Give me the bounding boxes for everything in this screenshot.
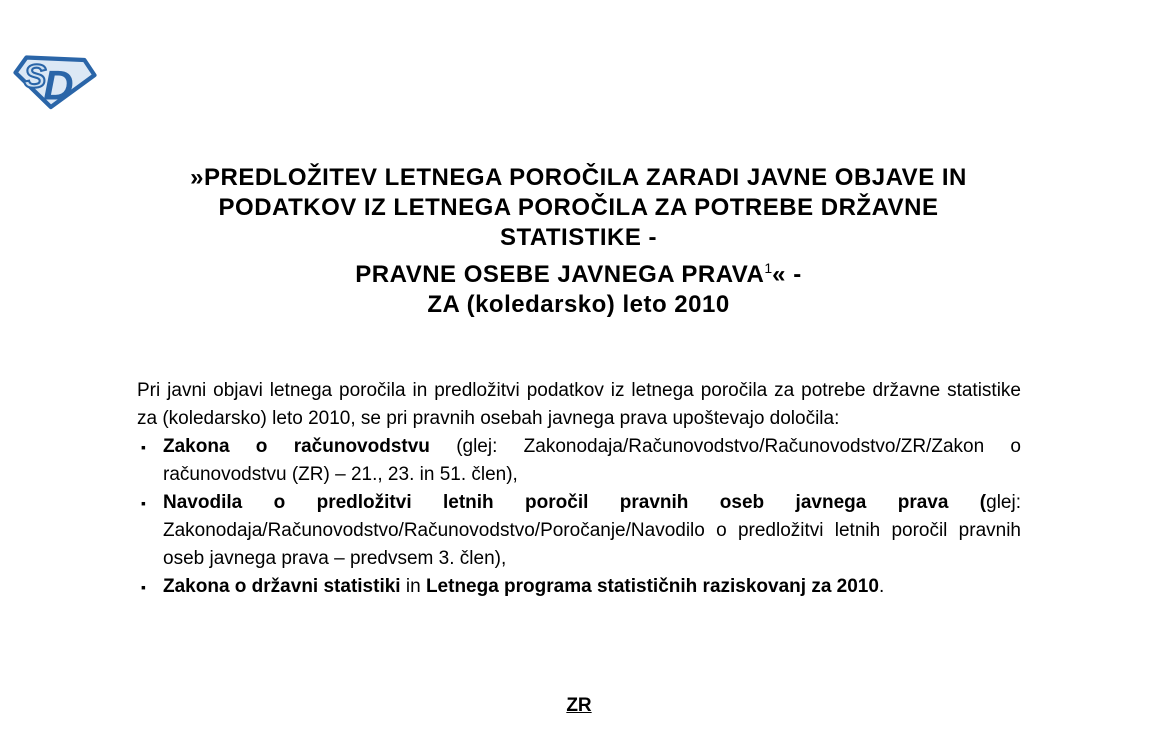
intro-paragraph: Pri javni objavi letnega poročila in predložitvi podatkov iz letnega poročila za potrebe državne statistike za (koledarsko) leto 2010, se pri pravnih osebah javnega prava upoštevajo določila: — [137, 380, 1021, 429]
bullet-text: Zakona o državni statistiki in Letnega programa statističnih raziskovanj za 2010. — [163, 576, 885, 597]
bullet-square-icon: ▪ — [141, 495, 146, 511]
bullet-square-icon: ▪ — [141, 579, 146, 595]
bullet-text: Navodila o predložitvi letnih poročil pravnih oseb javnega prava (glej: Zakonodaja/Računovodstvo/Računovodstvo/Poročanje/Navodilo o predložitvi letnih poročil pravnih oseb javnega prava – predvsem 3. člen), — [163, 492, 1021, 569]
bullet-list — [137, 433, 1021, 601]
title-line-2: PODATKOV IZ LETNEGA POROČILA ZA POTREBE DRŽAVNE — [218, 194, 939, 221]
title-line-1: »PREDLOŽITEV LETNEGA POROČILA ZARADI JAVNE OBJAVE IN — [190, 164, 967, 191]
bullet-item-navodila — [137, 489, 1021, 573]
bullet-item-zakon-o-racunovodstvu — [137, 433, 1021, 489]
document-title — [70, 163, 1087, 320]
title-line-3: STATISTIKE - — [499, 224, 658, 251]
bullet-text: Zakona o računovodstvu (glej: Zakonodaja/Računovodstvo/Računovodstvo/ZR/Zakon o računovodstvu (ZR) – 21., 23. in 51. člen), — [163, 436, 1022, 485]
zr-link[interactable]: ZR — [566, 695, 592, 716]
bullet-item-zakon-o-drzavni-statistiki — [137, 573, 1021, 601]
title-line-5: ZA (koledarsko) leto 2010 — [427, 291, 730, 318]
sd-diamond-icon — [13, 52, 97, 110]
logo-letter-s: S — [23, 58, 47, 96]
title-line-4: PRAVNE OSEBE JAVNEGA PRAVA$^1$« - — [355, 260, 802, 288]
logo-letter-d: D — [43, 61, 74, 109]
document-body — [137, 377, 1021, 601]
footer — [137, 695, 1021, 717]
bullet-square-icon: ▪ — [141, 439, 146, 455]
sd-logo — [13, 52, 97, 110]
